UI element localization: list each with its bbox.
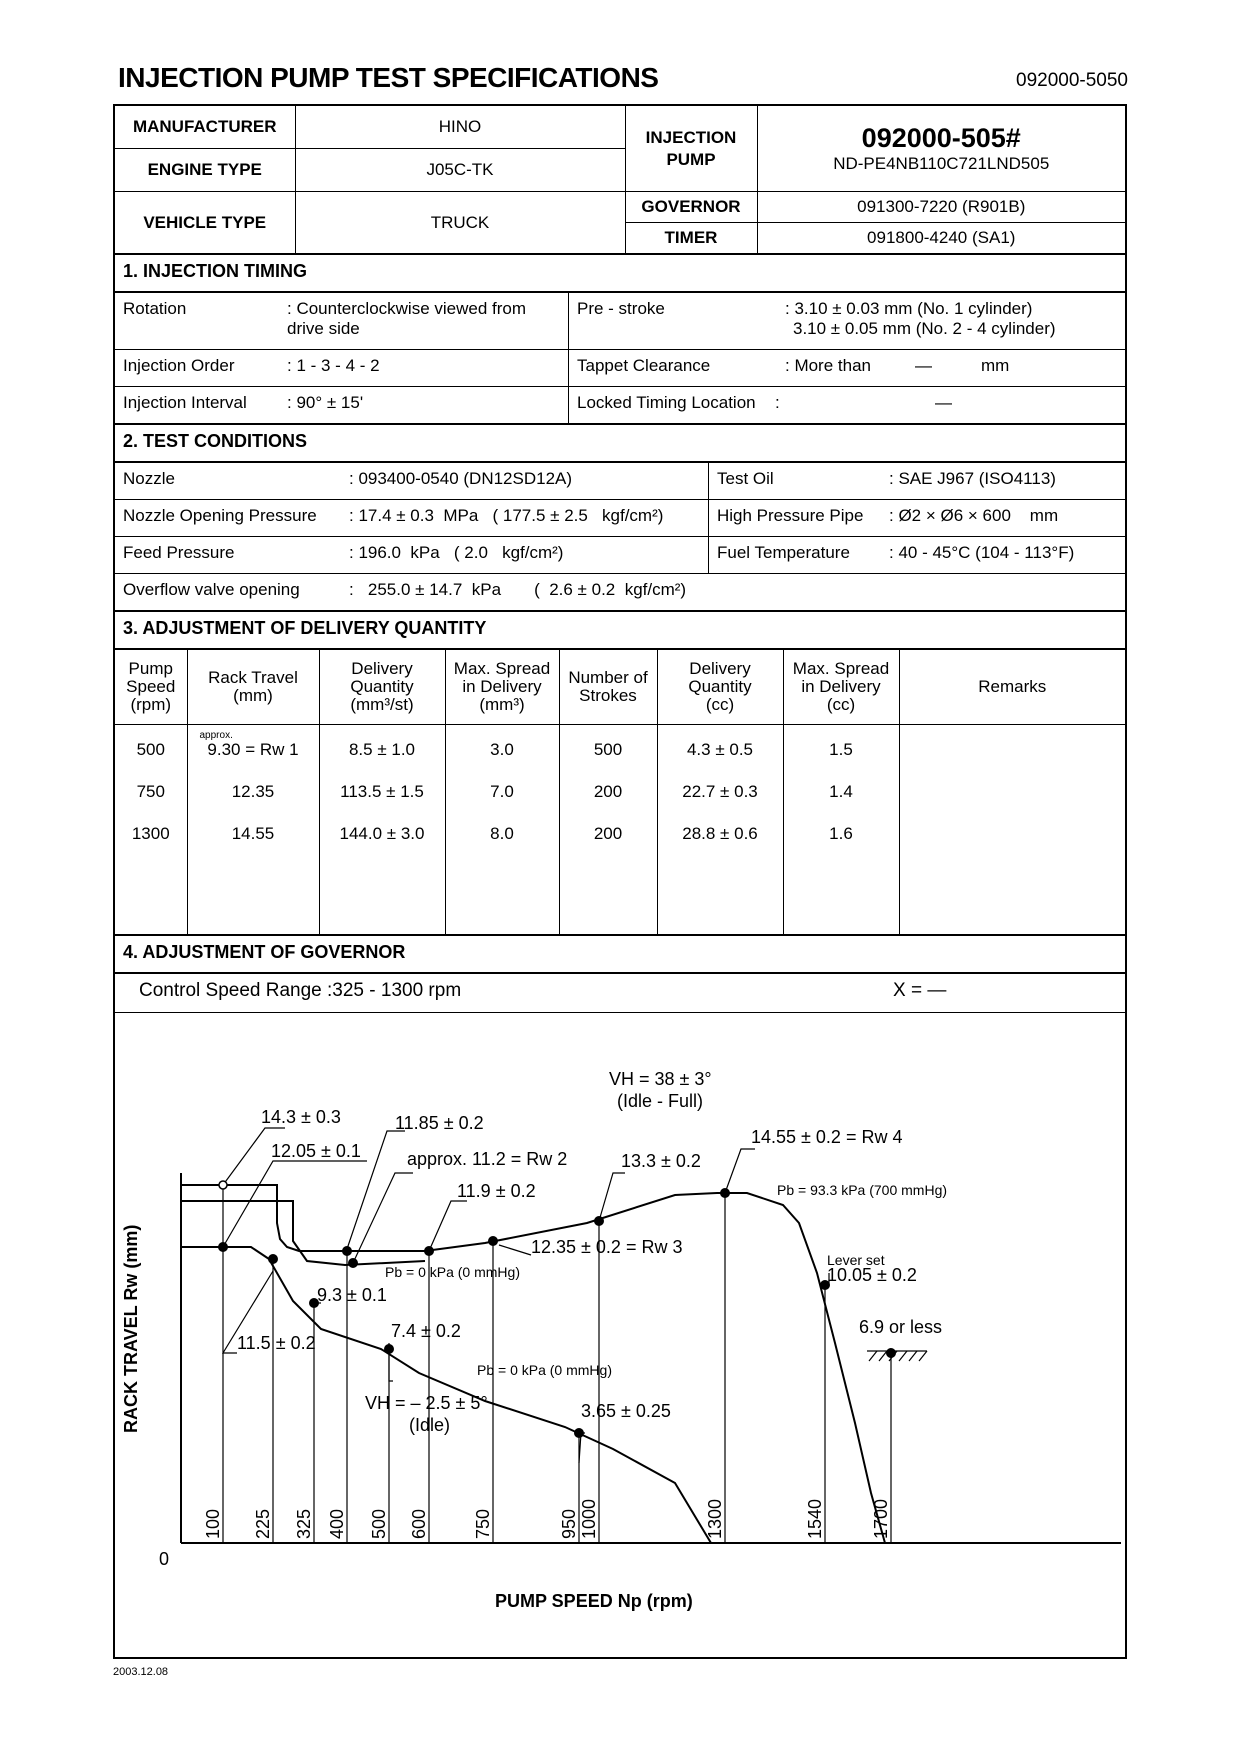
point-rw2 [349, 1258, 358, 1267]
table-cell: 9.30 = Rw 1 [207, 740, 299, 759]
spread-cells [445, 725, 559, 935]
nozzle-value: : 093400-0540 (DN12SD12A) [349, 469, 573, 488]
conditions-row-3 [115, 537, 1125, 574]
table-cell: 12.35 [231, 782, 275, 801]
x-tick-100: 100 [203, 1508, 223, 1539]
label-11-85: 11.85 ± 0.2 [395, 1112, 484, 1133]
table-cell: 113.5 ± 1.5 [340, 782, 424, 801]
label-9-3: 9.3 ± 0.1 [317, 1284, 387, 1305]
table-cell: 1.5 [829, 740, 853, 759]
injection-pump-model: ND-PE4NB110C721LND505 [833, 154, 1050, 173]
label-pb-0-lower: Pb = 0 kPa (0 mmHg) [477, 1361, 612, 1378]
label-lever-set: Lever set [827, 1251, 885, 1268]
label-pb-700: Pb = 93.3 kPa (700 mmHg) [777, 1181, 948, 1198]
leader-12-05 [223, 1161, 367, 1247]
point-14-3 [219, 1181, 227, 1189]
col-pump-speed: Pump Speed (rpm) [115, 650, 187, 725]
remarks-cell [899, 725, 1125, 935]
point-11-5 [269, 1254, 278, 1263]
x-tick-500: 500 [369, 1508, 389, 1539]
cc-cells [657, 725, 783, 935]
overflow-valve-value: : 255.0 ± 14.7 kPa ( 2.6 ± 0.2 kgf/cm²) [349, 580, 687, 599]
fuel-temperature-value: : 40 - 45°C (104 - 113°F) [889, 543, 1075, 562]
governor-chart [115, 1013, 1125, 1689]
label-14-3: 14.3 ± 0.3 [261, 1106, 341, 1127]
overflow-valve-label: Overflow valve opening [123, 580, 300, 599]
rotation-value: : Counterclockwise viewed from drive side [287, 299, 527, 338]
locked-timing-label: Locked Timing Location [577, 393, 756, 412]
x-tick-950: 950 [559, 1508, 579, 1539]
x-tick-1540: 1540 [805, 1498, 825, 1539]
table-cell: 500 [136, 740, 165, 759]
table-cell: 22.7 ± 0.3 [682, 782, 758, 801]
engine-type-value: J05C-TK [295, 149, 625, 192]
prestroke-value-2: 3.10 ± 0.05 mm (No. 2 - 4 cylinder) [793, 319, 1056, 338]
leader-11-9 [429, 1201, 467, 1251]
manufacturer-value: HINO [295, 106, 625, 149]
feed-pressure-label: Feed Pressure [123, 543, 235, 562]
tappet-label: Tappet Clearance [577, 356, 711, 375]
table-cell: 200 [593, 824, 623, 843]
table-cell: 144.0 ± 3.0 [339, 824, 425, 843]
delivery-quantity-table [115, 650, 1125, 936]
point-6-9 [887, 1348, 896, 1357]
label-vh-full-sub: (Idle - Full) [617, 1090, 704, 1111]
x-tick-400: 400 [327, 1508, 347, 1539]
injection-order-label: Injection Order [123, 356, 235, 375]
label-vh-full: VH = 38 ± 3° [609, 1068, 712, 1089]
delivery-quantity-title: 3. ADJUSTMENT OF DELIVERY QUANTITY [115, 612, 1125, 650]
x-tick-1300: 1300 [705, 1498, 725, 1539]
x-tick-600: 600 [409, 1508, 429, 1539]
injection-order-value: : 1 - 3 - 4 - 2 [287, 356, 380, 375]
injection-pump-number: 092000-505# [861, 123, 1021, 153]
conditions-row-2 [115, 500, 1125, 537]
feed-pressure-value: : 196.0 kPa ( 2.0 kgf/cm²) [349, 543, 564, 562]
start-curve [181, 1201, 425, 1265]
col-max-spread-mm3: Max. Spread in Delivery (mm³) [445, 650, 559, 725]
leader-rw4 [725, 1149, 755, 1193]
x-tick-1700: 1700 [871, 1498, 891, 1539]
tappet-unit: mm [981, 356, 1010, 375]
dq-cells [319, 725, 445, 935]
table-cell: 4.3 ± 0.5 [686, 740, 754, 759]
col-remarks: Remarks [899, 650, 1125, 725]
spread-cc-cells [783, 725, 899, 935]
prestroke-value-1: : 3.10 ± 0.03 mm (No. 1 cylinder) [785, 299, 1033, 318]
info-table [115, 106, 1125, 255]
test-oil-label: Test Oil [717, 469, 774, 488]
nozzle-label: Nozzle [123, 469, 175, 488]
timing-row-2 [115, 350, 1125, 387]
y-axis-label: RACK TRAVEL Rw (mm) [121, 1224, 141, 1433]
prestroke-label: Pre - stroke [577, 299, 665, 318]
high-pressure-pipe-label: High Pressure Pipe [717, 506, 864, 525]
col-rack-travel: Rack Travel (mm) [187, 650, 319, 725]
label-11-9: 11.9 ± 0.2 [457, 1180, 536, 1201]
injection-pump-label: INJECTION PUMP [625, 106, 757, 192]
nozzle-opening-pressure-value: : 17.4 ± 0.3 MPa ( 177.5 ± 2.5 kgf/cm²) [349, 506, 664, 525]
timer-value: 091800-4240 (SA1) [757, 223, 1125, 255]
governor-value: 091300-7220 (R901B) [757, 192, 1125, 223]
label-rw4: 14.55 ± 0.2 = Rw 4 [751, 1126, 903, 1147]
governor-adjustment-title: 4. ADJUSTMENT OF GOVERNOR [115, 936, 1125, 974]
col-max-spread-cc: Max. Spread in Delivery (cc) [783, 650, 899, 725]
spec-sheet-frame [113, 104, 1127, 1659]
leader-13-3 [599, 1173, 625, 1221]
point-rw4 [721, 1188, 730, 1197]
label-rw2: approx. 11.2 = Rw 2 [407, 1148, 568, 1169]
strokes-cells [559, 725, 657, 935]
table-cell: 200 [593, 782, 623, 801]
engine-type-label: ENGINE TYPE [115, 149, 295, 192]
point-13-3 [595, 1216, 604, 1225]
col-number-of-strokes: Number of Strokes [559, 650, 657, 725]
injection-interval-value: : 90° ± 15' [287, 393, 364, 412]
speed-cells [115, 725, 187, 935]
test-conditions-title: 2. TEST CONDITIONS [115, 425, 1125, 463]
locked-timing-value: — [935, 393, 952, 412]
table-cell: 3.0 [490, 740, 514, 759]
document-code: 092000-5050 [1016, 70, 1128, 91]
table-cell: 7.0 [490, 782, 514, 801]
label-12-05: 12.05 ± 0.1 [271, 1140, 361, 1161]
table-cell: 1.6 [829, 824, 853, 843]
label-pb-0-upper: Pb = 0 kPa (0 mmHg) [385, 1263, 520, 1280]
table-cell: 1.4 [829, 782, 853, 801]
conditions-row-4 [115, 574, 1125, 612]
timing-row-3 [115, 387, 1125, 425]
x-axis-label: PUMP SPEED Np (rpm) [495, 1590, 693, 1611]
injection-pump-value [757, 106, 1125, 192]
col-delivery-quantity-mm3: Delivery Quantity (mm³/st) [319, 650, 445, 725]
rotation-label: Rotation [123, 299, 187, 318]
label-10-05: 10.05 ± 0.2 [827, 1264, 917, 1285]
leader-rw3 [499, 1245, 531, 1255]
label-vh-idle: VH = – 2.5 ± 5° [365, 1392, 488, 1413]
control-speed-row [115, 974, 1125, 1013]
tappet-value: : More than [785, 356, 871, 375]
table-cell: 8.0 [490, 824, 514, 843]
high-pressure-pipe-value: : Ø2 × Ø6 × 600 mm [889, 506, 1059, 525]
label-6-9: 6.9 or less [859, 1316, 943, 1337]
timing-row-1 [115, 293, 1125, 350]
point-7-4 [385, 1344, 394, 1353]
x-tick-325: 325 [294, 1508, 314, 1539]
point-rw3 [489, 1236, 498, 1245]
col-delivery-quantity-cc: Delivery Quantity (cc) [657, 650, 783, 725]
test-oil-value: : SAE J967 (ISO4113) [889, 469, 1056, 488]
label-11-5: 11.5 ± 0.2 [237, 1332, 316, 1353]
table-cell: 14.55 [231, 824, 275, 843]
x-tick-750: 750 [473, 1508, 493, 1539]
manufacturer-label: MANUFACTURER [115, 106, 295, 149]
nozzle-opening-pressure-label: Nozzle Opening Pressure [123, 506, 317, 525]
leader-rw2 [353, 1173, 413, 1263]
table-cell: 750 [136, 782, 165, 801]
injection-interval-label: Injection Interval [123, 393, 247, 412]
x-tick-1000: 1000 [579, 1498, 599, 1539]
control-speed-range: Control Speed Range :325 - 1300 rpm [139, 979, 462, 1001]
print-date: 2003.12.08 [113, 1666, 169, 1678]
vehicle-type-label: VEHICLE TYPE [115, 192, 295, 255]
injection-timing-title: 1. INJECTION TIMING [115, 255, 1125, 293]
table-cell: 8.5 ± 1.0 [348, 740, 416, 759]
label-rw3: 12.35 ± 0.2 = Rw 3 [531, 1236, 683, 1257]
label-7-4: 7.4 ± 0.2 [391, 1320, 461, 1341]
conditions-row-1 [115, 463, 1125, 500]
label-13-3: 13.3 ± 0.2 [621, 1150, 701, 1171]
fuel-temperature-label: Fuel Temperature [717, 543, 850, 562]
x-tick-225: 225 [253, 1508, 273, 1539]
approx-note: approx. [199, 730, 233, 741]
table-cell: 28.8 ± 0.6 [682, 824, 758, 843]
label-origin: 0 [159, 1548, 170, 1569]
point-11-85 [343, 1246, 352, 1255]
point-3-65 [575, 1428, 584, 1437]
point-11-9 [425, 1246, 434, 1255]
rack-cells [187, 725, 319, 935]
point-11-5-start [219, 1242, 228, 1251]
locked-timing-colon: : [775, 393, 780, 412]
label-vh-idle-sub: (Idle) [409, 1414, 451, 1435]
page-title: INJECTION PUMP TEST SPECIFICATIONS [118, 62, 659, 93]
table-cell: 1300 [131, 824, 170, 843]
x-value: X = — [893, 979, 947, 1001]
governor-label: GOVERNOR [625, 192, 757, 223]
table-cell: 500 [593, 740, 623, 759]
stopper-hatch [869, 1351, 927, 1361]
label-3-65: 3.65 ± 0.25 [581, 1400, 671, 1421]
vehicle-type-value: TRUCK [295, 192, 625, 255]
timer-label: TIMER [625, 223, 757, 255]
tappet-dash: — [915, 356, 932, 375]
